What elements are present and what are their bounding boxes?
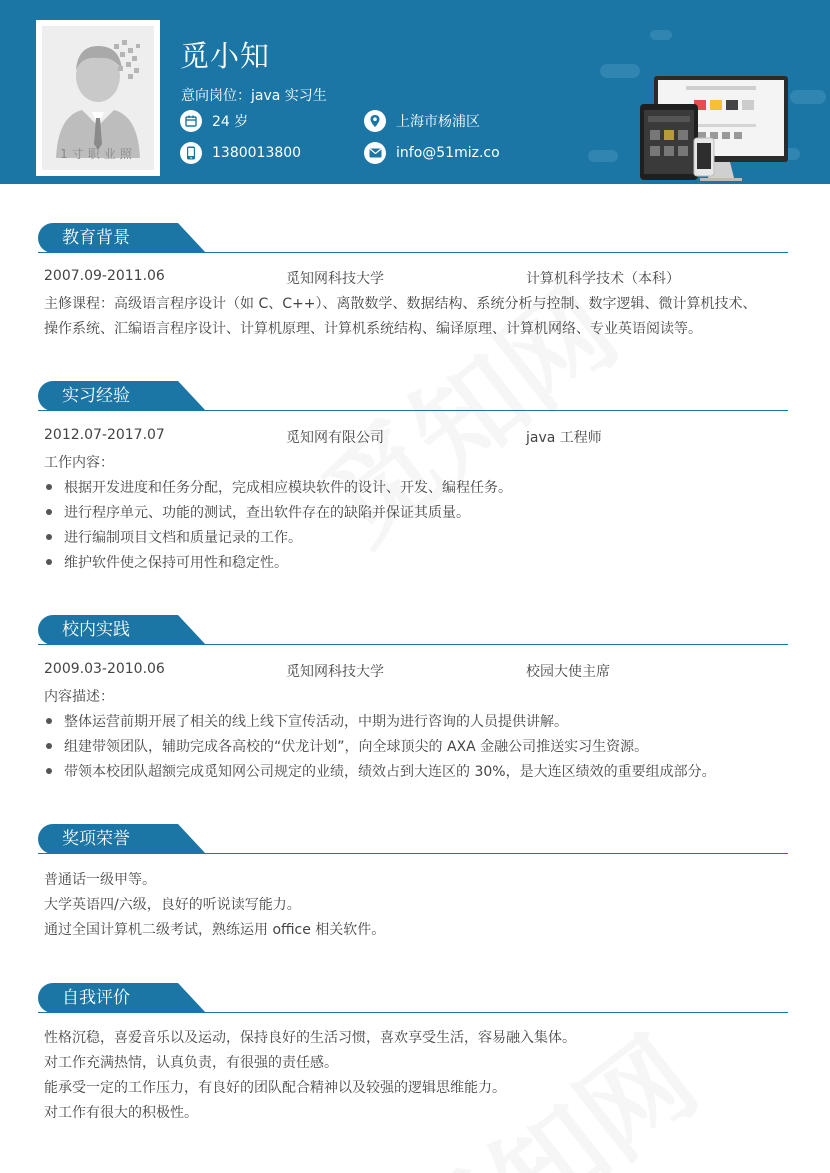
internship-role: java 工程师: [526, 430, 602, 446]
section-divider: [38, 644, 788, 645]
section-internship-header: [38, 381, 788, 411]
list-item: 大学英语四/六级，良好的听说读写能力。: [44, 897, 301, 913]
calendar-icon: [180, 110, 202, 132]
section-campus-header: [38, 615, 788, 645]
education-date: 2007.09-2011.06: [44, 268, 165, 284]
email-text: info@51miz.co: [396, 145, 500, 161]
list-item: 对工作充满热情，认真负责，有很强的责任感。: [44, 1055, 338, 1071]
campus-role: 校园大使主席: [526, 664, 610, 680]
section-education-header: [38, 223, 788, 253]
phone-text: 1380013800: [212, 145, 302, 161]
job-intent: 意向岗位：java 实习生: [181, 88, 327, 104]
internship-date: 2012.07-2017.07: [44, 427, 165, 443]
section-divider: [38, 252, 788, 253]
email-icon: [364, 142, 386, 164]
list-item: 普通话一级甲等。: [44, 872, 156, 888]
section-title: 自我评价: [38, 983, 178, 1013]
education-courses: 主修课程：高级语言程序设计（如 C、C++）、离散数学、数据结构、系统分析与控制、数字逻辑、微计算机技术、: [44, 296, 757, 312]
education-school: 觅知网科技大学: [286, 271, 384, 287]
section-divider: [38, 853, 788, 854]
list-item: 进行编制项目文档和质量记录的工作。: [44, 527, 302, 547]
age-info: [180, 110, 248, 132]
campus-label: 内容描述：: [44, 689, 114, 705]
resume-header: [0, 0, 830, 184]
list-item: 根据开发进度和任务分配，完成相应模块软件的设计、开发、编程任务。: [44, 477, 512, 497]
phone-info: [180, 142, 301, 164]
location-pin-icon: [364, 110, 386, 132]
candidate-name: 觅小知: [180, 39, 271, 73]
campus-school: 觅知网科技大学: [286, 664, 384, 680]
phone-icon: [180, 142, 202, 164]
list-item: 整体运营前期开展了相关的线上线下宣传活动，中期为进行咨询的人员提供讲解。: [44, 711, 568, 731]
list-item: 维护软件使之保持可用性和稳定性。: [44, 552, 288, 572]
list-item: 通过全国计算机二级考试，熟练运用 office 相关软件。: [44, 922, 386, 938]
section-title: 校内实践: [38, 615, 178, 645]
cloud-decoration: [600, 64, 640, 78]
section-title: 教育背景: [38, 223, 178, 253]
section-divider: [38, 1012, 788, 1013]
cloud-decoration: [650, 30, 672, 40]
section-title: 实习经验: [38, 381, 178, 411]
list-item: 带领本校团队超额完成觅知网公司规定的业绩，绩效占到大连区的 30%，是大连区绩效的重要组成部分。: [44, 761, 716, 781]
list-item: 组建带领团队，辅助完成各高校的“伏龙计划”，向全球顶尖的 AXA 金融公司推送实习生资源。: [44, 736, 648, 756]
internship-company: 觅知网有限公司: [286, 430, 384, 446]
location-info: [364, 110, 480, 132]
list-item: 对工作有很大的积极性。: [44, 1105, 198, 1121]
list-item: 能承受一定的工作压力，有良好的团队配合精神以及较强的逻辑思维能力。: [44, 1080, 506, 1096]
campus-date: 2009.03-2010.06: [44, 661, 165, 677]
location-text: 上海市杨浦区: [396, 114, 480, 130]
photo-caption: 1寸职业照: [60, 147, 136, 161]
list-item: 性格沉稳，喜爱音乐以及运动，保持良好的生活习惯，喜欢享受生活，容易融入集体。: [44, 1030, 576, 1046]
age-text: 24 岁: [212, 114, 249, 130]
list-item: 进行程序单元、功能的测试，查出软件存在的缺陷并保证其质量。: [44, 502, 470, 522]
education-courses: 操作系统、汇编语言程序设计、计算机原理、计算机系统结构、编译原理、计算机网络、专业英语阅读等。: [44, 321, 702, 337]
devices-illustration: [636, 74, 796, 184]
cloud-decoration: [588, 150, 618, 162]
profile-photo: [36, 20, 160, 176]
section-awards-header: [38, 824, 788, 854]
section-self-eval-header: [38, 983, 788, 1013]
internship-label: 工作内容：: [44, 455, 114, 471]
email-info: [364, 142, 500, 164]
section-divider: [38, 410, 788, 411]
education-major: 计算机科学技术（本科）: [526, 271, 680, 287]
section-title: 奖项荣誉: [38, 824, 178, 854]
